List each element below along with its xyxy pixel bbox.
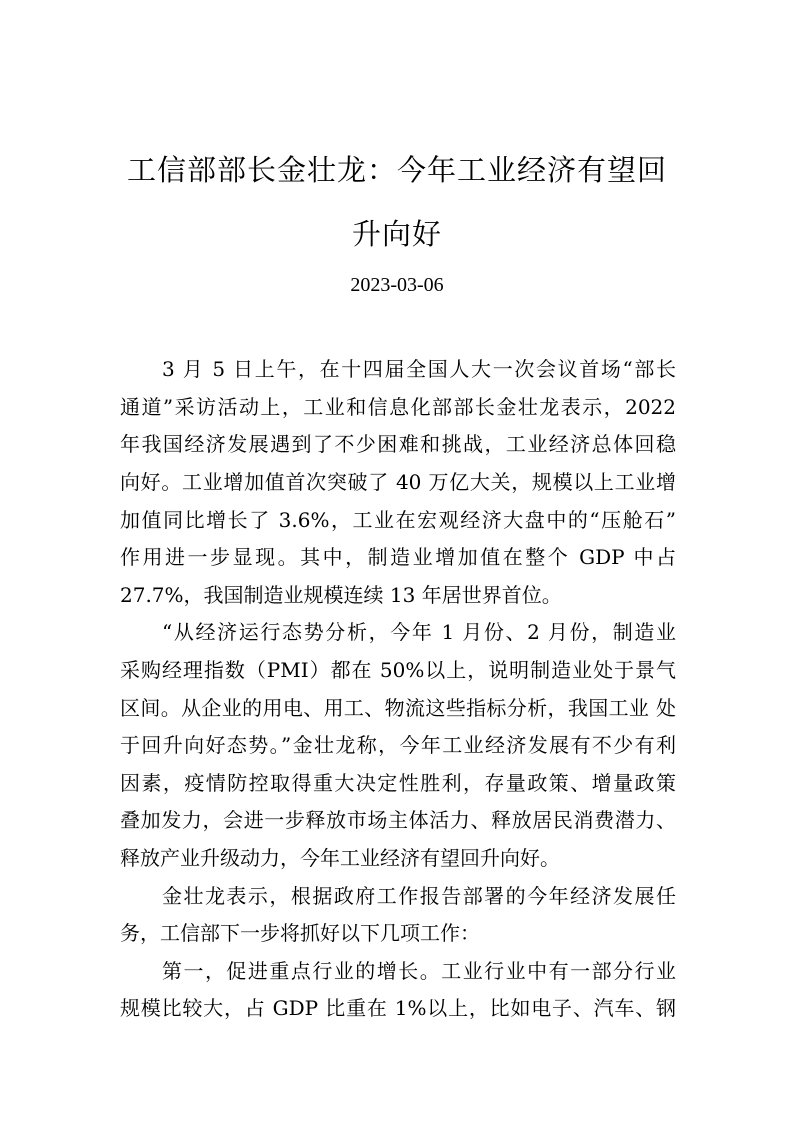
paragraph-2-line-7: 释放产业升级动力，今年工业经济有望回升向好。 <box>120 846 560 870</box>
paragraph-1-line-3: 年我国经济发展遇到了不少困难和挑战，工业经济总体回稳 <box>120 432 676 456</box>
article-title-line-1: 工信部部长金壮龙：今年工业经济有望回 <box>126 153 667 187</box>
paragraph-2-line-4: 于回升向好态势。”金壮龙称，今年工业经济发展有不少有利 <box>120 733 676 757</box>
paragraph-2-line-2: 采购经理指数（PMI）都在 50%以上，说明制造业处于景气 <box>120 658 676 682</box>
paragraph-4-line-2: 规模比较大，占 GDP 比重在 1%以上，比如电子、汽车、钢 <box>120 996 676 1020</box>
article-date: 2023-03-06 <box>350 274 444 296</box>
paragraph-3-line-2: 务，工信部下一步将抓好以下几项工作： <box>120 921 480 945</box>
paragraph-1-line-2: 通道”采访活动上，工业和信息化部部长金壮龙表示，2022 <box>120 395 676 419</box>
paragraph-2-line-6: 叠加发力，会进一步释放市场主体活力、释放居民消费潜力、 <box>120 808 676 832</box>
paragraph-2-line-5: 因素，疫情防控取得重大决定性胜利，存量政策、增量政策 <box>120 771 676 795</box>
paragraph-2-line-1: “从经济运行态势分析，今年 1 月份、2 月份，制造业 <box>162 620 676 644</box>
paragraph-3-line-1: 金壮龙表示，根据政府工作报告部署的今年经济发展任 <box>162 884 676 908</box>
article-title-line-2: 升向好 <box>351 217 442 251</box>
paragraph-1-line-6: 作用进一步显现。其中，制造业增加值在整个 GDP 中占 <box>120 545 676 569</box>
paragraph-1-line-7: 27.7%，我国制造业规模连续 13 年居世界首位。 <box>120 583 562 607</box>
paragraph-1-line-5: 加值同比增长了 3.6%，工业在宏观经济大盘中的“压舱石” <box>120 508 676 532</box>
paragraph-2-line-3: 区间。从企业的用电、用工、物流这些指标分析，我国工业 处 <box>120 696 676 720</box>
paragraph-1-line-1: 3 月 5 日上午，在十四届全国人大一次会议首场“部长 <box>162 357 676 381</box>
paragraph-1-line-4: 向好。工业增加值首次突破了 40 万亿大关，规模以上工业增 <box>120 470 676 494</box>
paragraph-4-line-1: 第一，促进重点行业的增长。工业行业中有一部分行业 <box>162 959 676 983</box>
